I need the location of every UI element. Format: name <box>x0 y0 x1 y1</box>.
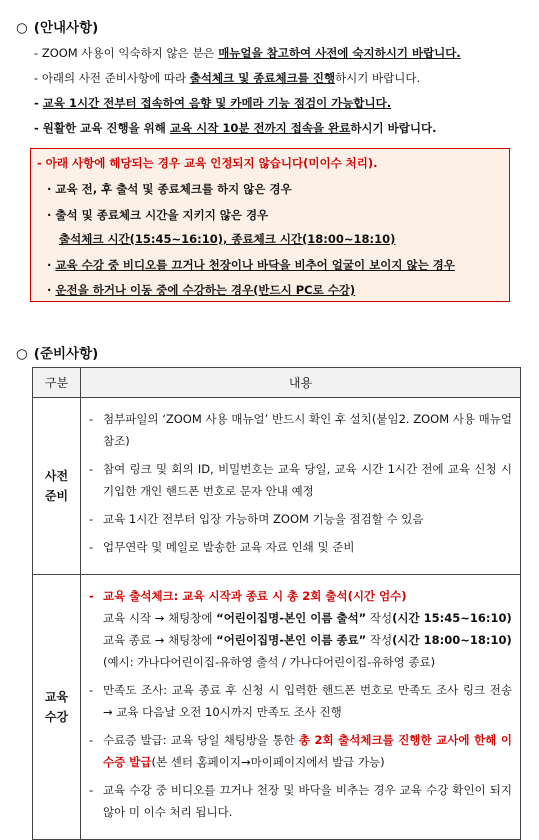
circle-bullet-icon: ○ <box>16 20 28 36</box>
attendance-check-item: - 교육 출석체크: 교육 시작과 종료 시 총 2회 출석(시간 엄수) 교육 시작 → 채팅창에 “어린이집명-본인 이름 출석” 작성(시간 15:45~16:10) 교육 종료 → 채팅창에 “어린이집명-본인 이름 종료” 작성(시간 18:00~18:10) (예시: 가나다어린이집-유하영 출석 / 가나다어린이집-유하영 종료) <box>89 589 512 669</box>
prep-table <box>32 367 521 840</box>
video-warning-item: - 교육 수강 중 비디오를 끄거나 천장 및 바닥을 비추는 경우 교육 수강 확인이 되지 않아 미 이수 처리 됩니다. <box>89 783 512 819</box>
category-pre-prep: 사전 준비 <box>33 398 81 575</box>
dot-icon: · <box>47 283 56 297</box>
prep-header-row <box>33 368 521 398</box>
pre-prep-content <box>81 398 521 575</box>
guide-section-title: ○ (안내사항) <box>16 20 99 36</box>
dot-icon: · <box>47 182 56 196</box>
list-item: - 첨부파일의 ‘ZOOM 사용 매뉴얼’ 반드시 확인 후 설치(붙임2. ZOOM 사용 매뉴얼 참조) <box>89 412 512 448</box>
guide-line-1: - ZOOM 사용이 익숙하지 않은 분은 매뉴얼을 참고하여 사전에 숙지하시기 바랍니다. <box>34 46 461 60</box>
prep-section-title: ○ (준비사항) <box>16 346 99 362</box>
dash-icon: - <box>34 121 43 135</box>
guide-line-2: - 아래의 사전 준비사항에 따라 출석체크 및 종료체크를 진행하시기 바랍니다. <box>34 71 421 85</box>
notice-item-2: · 출석 및 종료체크 시간을 지키지 않은 경우 <box>47 208 269 222</box>
prep-row-attend <box>33 575 521 840</box>
header-category: 구분 <box>33 368 81 398</box>
circle-bullet-icon: ○ <box>16 346 28 362</box>
header-content: 내용 <box>81 368 521 398</box>
survey-item: - 만족도 조사: 교육 종료 후 신청 시 입력한 핸드폰 번호로 만족도 조사 링크 전송 → 교육 다음날 오전 10시까지 만족도 조사 진행 <box>89 683 512 719</box>
list-item: - 업무연락 및 메일로 발송한 교육 자료 인쇄 및 준비 <box>89 540 355 554</box>
notice-item-4: · 운전을 하거나 이동 중에 수강하는 경우(반드시 PC로 수강) <box>47 283 356 297</box>
notice-item-1: · 교육 전, 후 출석 및 종료체크를 하지 않은 경우 <box>47 182 292 196</box>
dash-icon: - <box>37 156 46 170</box>
dash-icon: - <box>34 71 42 85</box>
list-item: - 참여 링크 및 회의 ID, 비밀번호는 교육 당일, 교육 시간 1시간 전에 교육 신청 시 기입한 개인 핸드폰 번호로 문자 안내 예정 <box>89 462 512 498</box>
list-item: - 교육 1시간 전부터 입장 가능하며 ZOOM 기능을 점검할 수 있음 <box>89 512 424 526</box>
category-attend: 교육 수강 <box>33 575 81 840</box>
attend-content <box>81 575 521 840</box>
dash-icon: - <box>34 96 43 110</box>
non-recognition-notice-box <box>30 148 510 302</box>
guide-line-3: - 교육 1시간 전부터 접속하여 음향 및 카메라 기능 점검이 가능합니다. <box>34 96 392 110</box>
notice-item-3: · 교육 수강 중 비디오를 끄거나 천장이나 바닥을 비추어 얼굴이 보이지 않는 경우 <box>47 258 455 272</box>
notice-check-times: 출석체크 시간(15:45~16:10), 종료체크 시간(18:00~18:10) <box>59 232 396 246</box>
notice-heading: - 아래 사항에 해당되는 경우 교육 인정되지 않습니다(미이수 처리). <box>37 156 378 170</box>
prep-row-pre <box>33 398 521 575</box>
dash-icon: - <box>34 46 42 60</box>
dot-icon: · <box>47 258 56 272</box>
certificate-item: - 수료증 발급: 교육 당일 채팅방을 통한 총 2회 출석체크를 진행한 교사에 한해 이수증 발급(본 센터 홈페이지→마이페이지에서 발급 가능) <box>89 733 512 769</box>
guide-line-4: - 원활한 교육 진행을 위해 교육 시작 10분 전까지 접속을 완료하시기 바랍니다. <box>34 121 437 135</box>
dot-icon: · <box>47 208 56 222</box>
